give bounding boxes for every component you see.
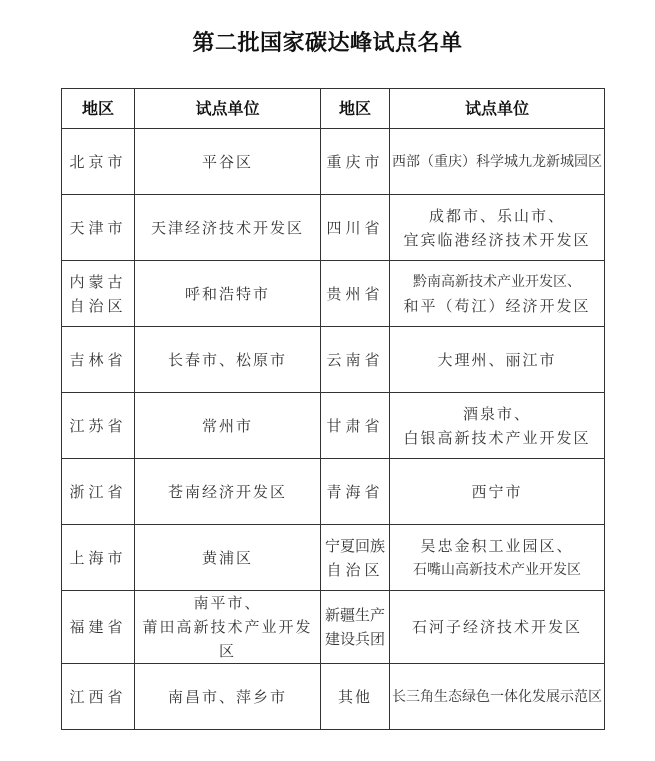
header-region-left: 地区 (62, 89, 135, 129)
region-cell-left (62, 459, 135, 525)
unit-cell-right (390, 393, 605, 459)
cell-text-line: 建设兵团 (324, 630, 385, 648)
region-cell-left (62, 261, 135, 327)
cell-text-line: 大理州、丽江市 (437, 350, 557, 369)
cell-text-line: 酒泉市、 (462, 404, 531, 423)
region-cell-left (62, 393, 135, 459)
cell-text-line: 黔南高新技术产业开发区、 (413, 273, 581, 290)
cell-text-line: 甘肃省 (326, 416, 384, 435)
cell-text-line: 呼和浩特市 (184, 284, 270, 303)
cell-text-line: 浙江省 (69, 482, 127, 501)
table-row (62, 393, 605, 459)
cell-text-line: 南平市、 (193, 594, 262, 612)
cell-text-line: 黄浦区 (201, 548, 253, 567)
cell-text-line: 长春市、松原市 (167, 350, 287, 369)
unit-cell-left (135, 664, 321, 730)
unit-cell-right (390, 327, 605, 393)
region-cell-right (321, 664, 390, 730)
cell-text-line: 莆田高新技术产业开发区 (142, 618, 313, 660)
cell-text-line: 成都市、乐山市、 (428, 206, 565, 225)
region-cell-right (321, 591, 390, 664)
cell-text-line: 江西省 (69, 687, 127, 706)
unit-cell-right (390, 261, 605, 327)
pilot-list-table (61, 88, 605, 730)
unit-cell-left (135, 525, 321, 591)
cell-text-line: 新疆生产 (324, 606, 385, 624)
region-cell-right (321, 459, 390, 525)
unit-cell-right (390, 525, 605, 591)
cell-text-line: 自治区 (69, 296, 127, 315)
header-unit-left: 试点单位 (135, 89, 321, 129)
cell-text-line: 贵州省 (326, 284, 384, 303)
unit-cell-right (390, 459, 605, 525)
unit-cell-left (135, 393, 321, 459)
cell-text-line: 福建省 (69, 618, 127, 636)
region-cell-left (62, 327, 135, 393)
unit-cell-left (135, 591, 321, 664)
table-row (62, 327, 605, 393)
cell-text-line: 重庆市 (326, 152, 384, 171)
region-cell-left (62, 591, 135, 664)
header-unit-right: 试点单位 (390, 89, 605, 129)
region-cell-right (321, 327, 390, 393)
table-row (62, 261, 605, 327)
table-row (62, 591, 605, 664)
cell-text-line: 北京市 (69, 152, 127, 171)
unit-cell-right (390, 664, 605, 730)
region-cell-right (321, 393, 390, 459)
cell-text-line: 内蒙古 (69, 272, 127, 291)
region-cell-right (321, 195, 390, 261)
cell-text-line: 四川省 (326, 218, 384, 237)
region-cell-left (62, 525, 135, 591)
unit-cell-right (390, 129, 605, 195)
table-row (62, 129, 605, 195)
document-title: 第二批国家碳达峰试点名单 (192, 30, 463, 56)
unit-cell-left (135, 459, 321, 525)
table-row (62, 195, 605, 261)
cell-text-line: 长三角生态绿色一体化发展示范区 (392, 688, 602, 705)
header-region-right: 地区 (321, 89, 390, 129)
cell-text-line: 苍南经济开发区 (167, 482, 287, 501)
region-cell-right (321, 129, 390, 195)
cell-text-line: 吴忠金积工业园区、 (420, 536, 574, 555)
table-header-row (62, 89, 605, 129)
region-cell-right (321, 261, 390, 327)
cell-text-line: 宁夏回族 (324, 536, 385, 555)
cell-text-line: 白银高新技术产业开发区 (403, 428, 591, 447)
cell-text-line: 西部（重庆）科学城九龙新城园区 (392, 153, 602, 170)
cell-text-line: 吉林省 (69, 350, 127, 369)
unit-cell-left (135, 129, 321, 195)
cell-text-line: 江苏省 (69, 416, 127, 435)
region-cell-left (62, 129, 135, 195)
cell-text-line: 青海省 (326, 482, 384, 501)
cell-text-line: 上海市 (69, 548, 127, 567)
region-cell-right (321, 525, 390, 591)
unit-cell-left (135, 261, 321, 327)
cell-text-line: 西宁市 (471, 482, 523, 501)
unit-cell-right (390, 591, 605, 664)
unit-cell-left (135, 327, 321, 393)
region-cell-left (62, 664, 135, 730)
cell-text-line: 和平（苟江）经济开发区 (403, 296, 591, 315)
unit-cell-right (390, 195, 605, 261)
cell-text-line: 云南省 (326, 350, 384, 369)
table-row (62, 459, 605, 525)
cell-text-line: 自治区 (326, 560, 384, 579)
region-cell-left (62, 195, 135, 261)
cell-text-line: 石河子经济技术开发区 (411, 618, 582, 636)
unit-cell-left (135, 195, 321, 261)
cell-text-line: 常州市 (201, 416, 253, 435)
cell-text-line: 天津市 (69, 218, 127, 237)
table-row (62, 664, 605, 730)
cell-text-line: 其他 (337, 687, 372, 706)
cell-text-line: 平谷区 (201, 152, 253, 171)
cell-text-line: 南昌市、萍乡市 (167, 687, 287, 706)
cell-text-line: 天津经济技术开发区 (150, 218, 304, 237)
cell-text-line: 石嘴山高新技术产业开发区 (413, 561, 581, 578)
table-row (62, 525, 605, 591)
cell-text-line: 宜宾临港经济技术开发区 (403, 230, 591, 249)
